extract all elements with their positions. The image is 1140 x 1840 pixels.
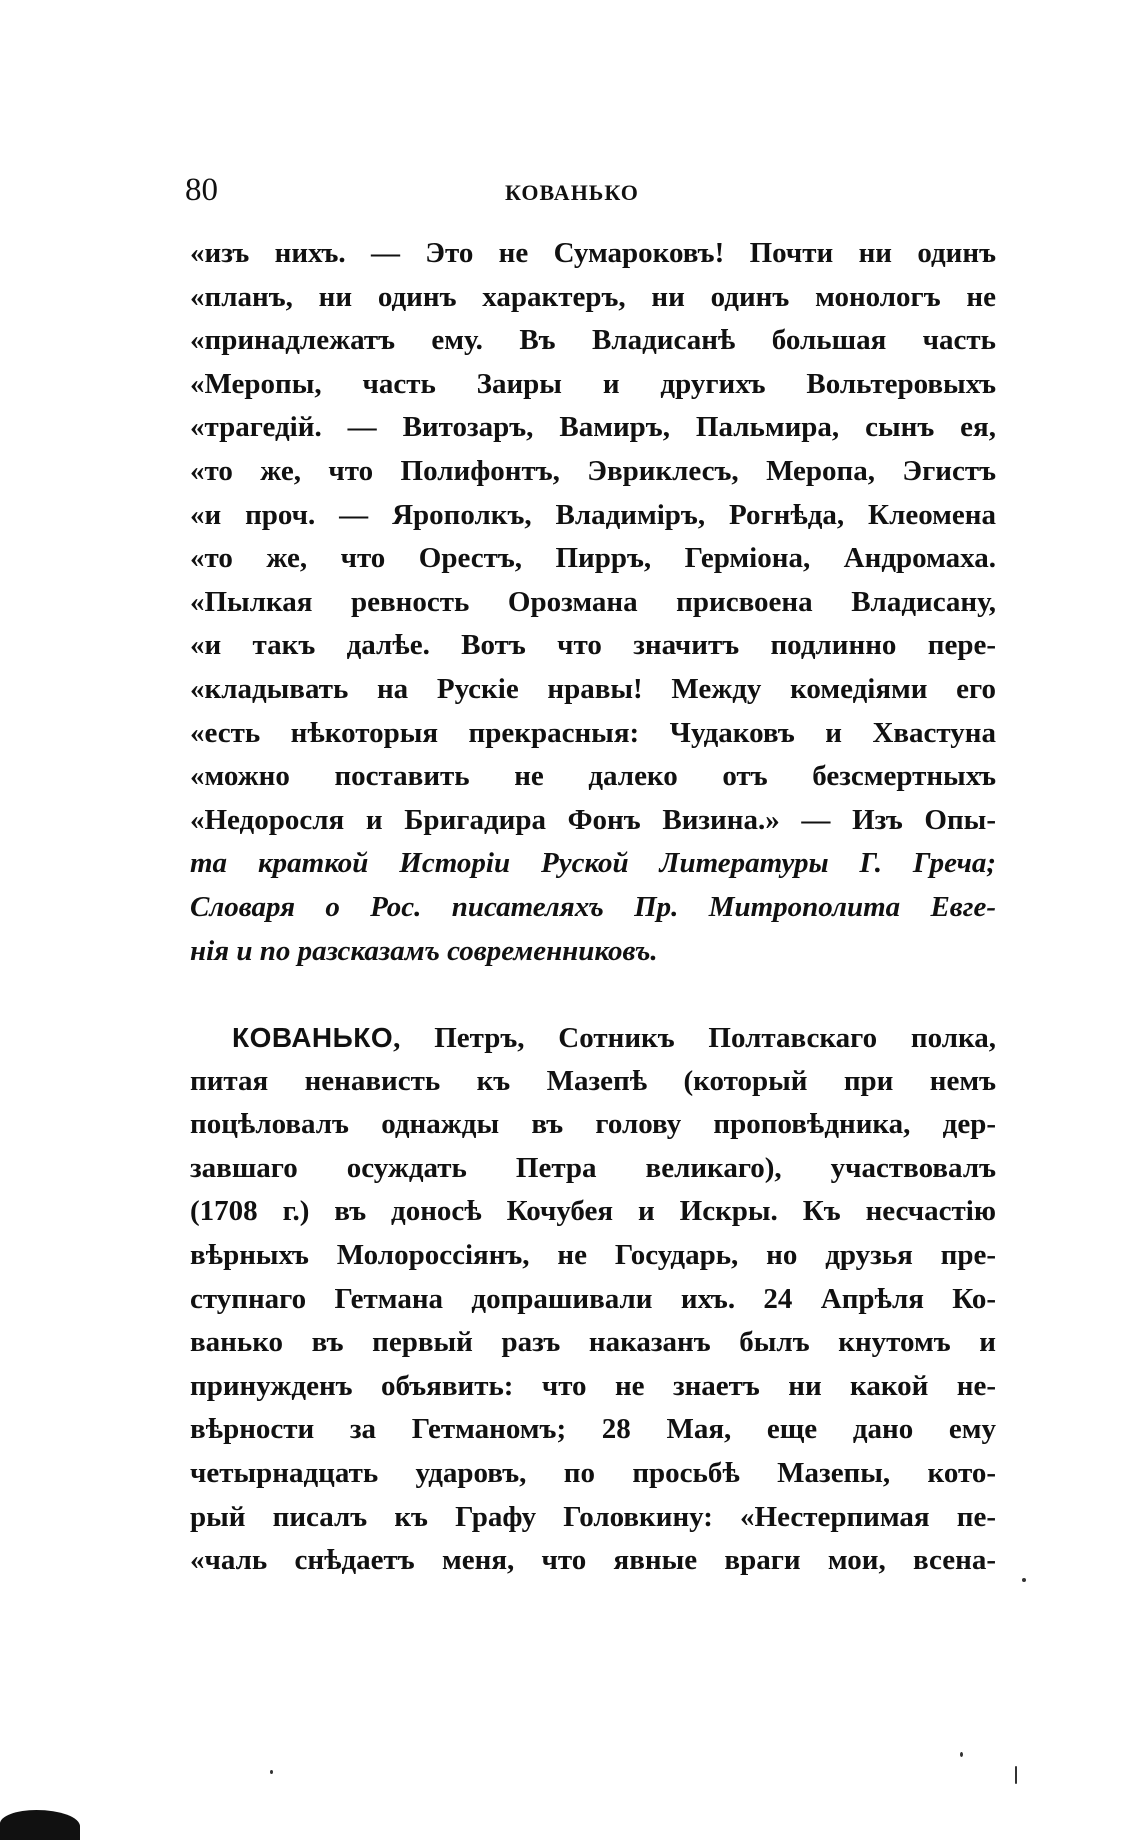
entry-paragraph [190,1016,996,1583]
text-line: ванько въ первый разъ наказанъ былъ кнутомъ и [190,1326,996,1359]
text-line: «чаль снѣдаетъ меня, что явные враги мои, всена- [190,1544,996,1577]
text-line: (1708 г.) въ доносѣ Кочубея и Искры. Къ несчастію [190,1195,996,1228]
text-line: вѣрныхъ Молороссіянъ, не Государь, но друзья пре- [190,1238,996,1271]
text-line: «изъ нихъ. — Это не Сумароковъ! Почти ни одинъ [190,237,996,269]
page-number: 80 [185,172,218,208]
running-head: КОВАНЬКО [505,180,639,205]
text-line: «планъ, ни одинъ характеръ, ни одинъ монологъ не [190,280,996,313]
scan-speck [960,1752,963,1757]
text-line: та краткой Исторіи Руской Литературы Г. Греча; [190,847,996,880]
scan-speck [1015,1766,1017,1784]
text-line: «Недоросля и Бригадира Фонъ Визина.» — Изъ Опы- [190,803,996,836]
scan-speck [270,1770,273,1774]
text-line: рый писалъ къ Графу Головкину: «Нестерпимая пе- [190,1500,996,1533]
text-line: «кладывать на Рускіе нравы! Между комедіями его [190,672,996,705]
text-line: «Меропы, часть Заиры и другихъ Вольтеровыхъ [190,367,996,400]
text-line: нія и по разсказамъ современниковъ. [190,934,658,967]
text-line: «то же, что Орестъ, Пирръ, Герміона, Андромаха. [190,542,996,575]
entry-name: КОВАНЬКО [232,1022,394,1053]
text-line: «трагедій. — Витозаръ, Вамиръ, Пальмира, сынъ ея, [190,411,996,444]
text-line: поцѣловалъ однажды въ голову проповѣдника, дер- [190,1108,996,1141]
text-line: «Пылкая ревность Орозмана присвоена Владисану, [190,585,996,618]
text-line: «есть нѣкоторыя прекрасныя: Чудаковъ и Хвастуна [190,716,996,749]
text-line: питая ненависть къ Мазепѣ (который при немъ [190,1064,996,1097]
text-line: «и проч. — Ярополкъ, Владиміръ, Рогнѣда, Клеомена [190,498,996,531]
scan-speck [1022,1578,1026,1582]
text-line: «то же, что Полифонтъ, Эвриклесъ, Меропа, Эгистъ [190,454,996,487]
text-line: вѣрности за Гетманомъ; 28 Мая, еще дано ему [190,1413,996,1446]
text-line: Словаря о Рос. писателяхъ Пр. Митрополита Евге- [190,890,996,923]
text-line: ступнаго Гетмана допрашивали ихъ. 24 Апрѣля Ко- [190,1282,996,1315]
text-line: «и такъ далѣе. Вотъ что значитъ подлинно пере- [190,629,996,662]
entry-first-line [190,1016,996,1060]
entry-first-line-text: , Петръ, Сотникъ Полтавскаго полка, [393,1022,996,1054]
text-line: «можно поставить не далеко отъ безсмертныхъ [190,760,996,793]
text-line: «принадлежатъ ему. Въ Владисанѣ большая часть [190,324,996,357]
ink-smudge [0,1810,80,1840]
page-header [185,172,1005,212]
text-line: принужденъ объявить: что не знаетъ ни какой не- [190,1369,996,1402]
text-line: четырнадцать ударовъ, по просьбѣ Мазепы, кото- [190,1456,996,1489]
quotation-paragraph [190,232,996,973]
text-line: завшаго осуждать Петра великаго), участвовалъ [190,1151,996,1184]
